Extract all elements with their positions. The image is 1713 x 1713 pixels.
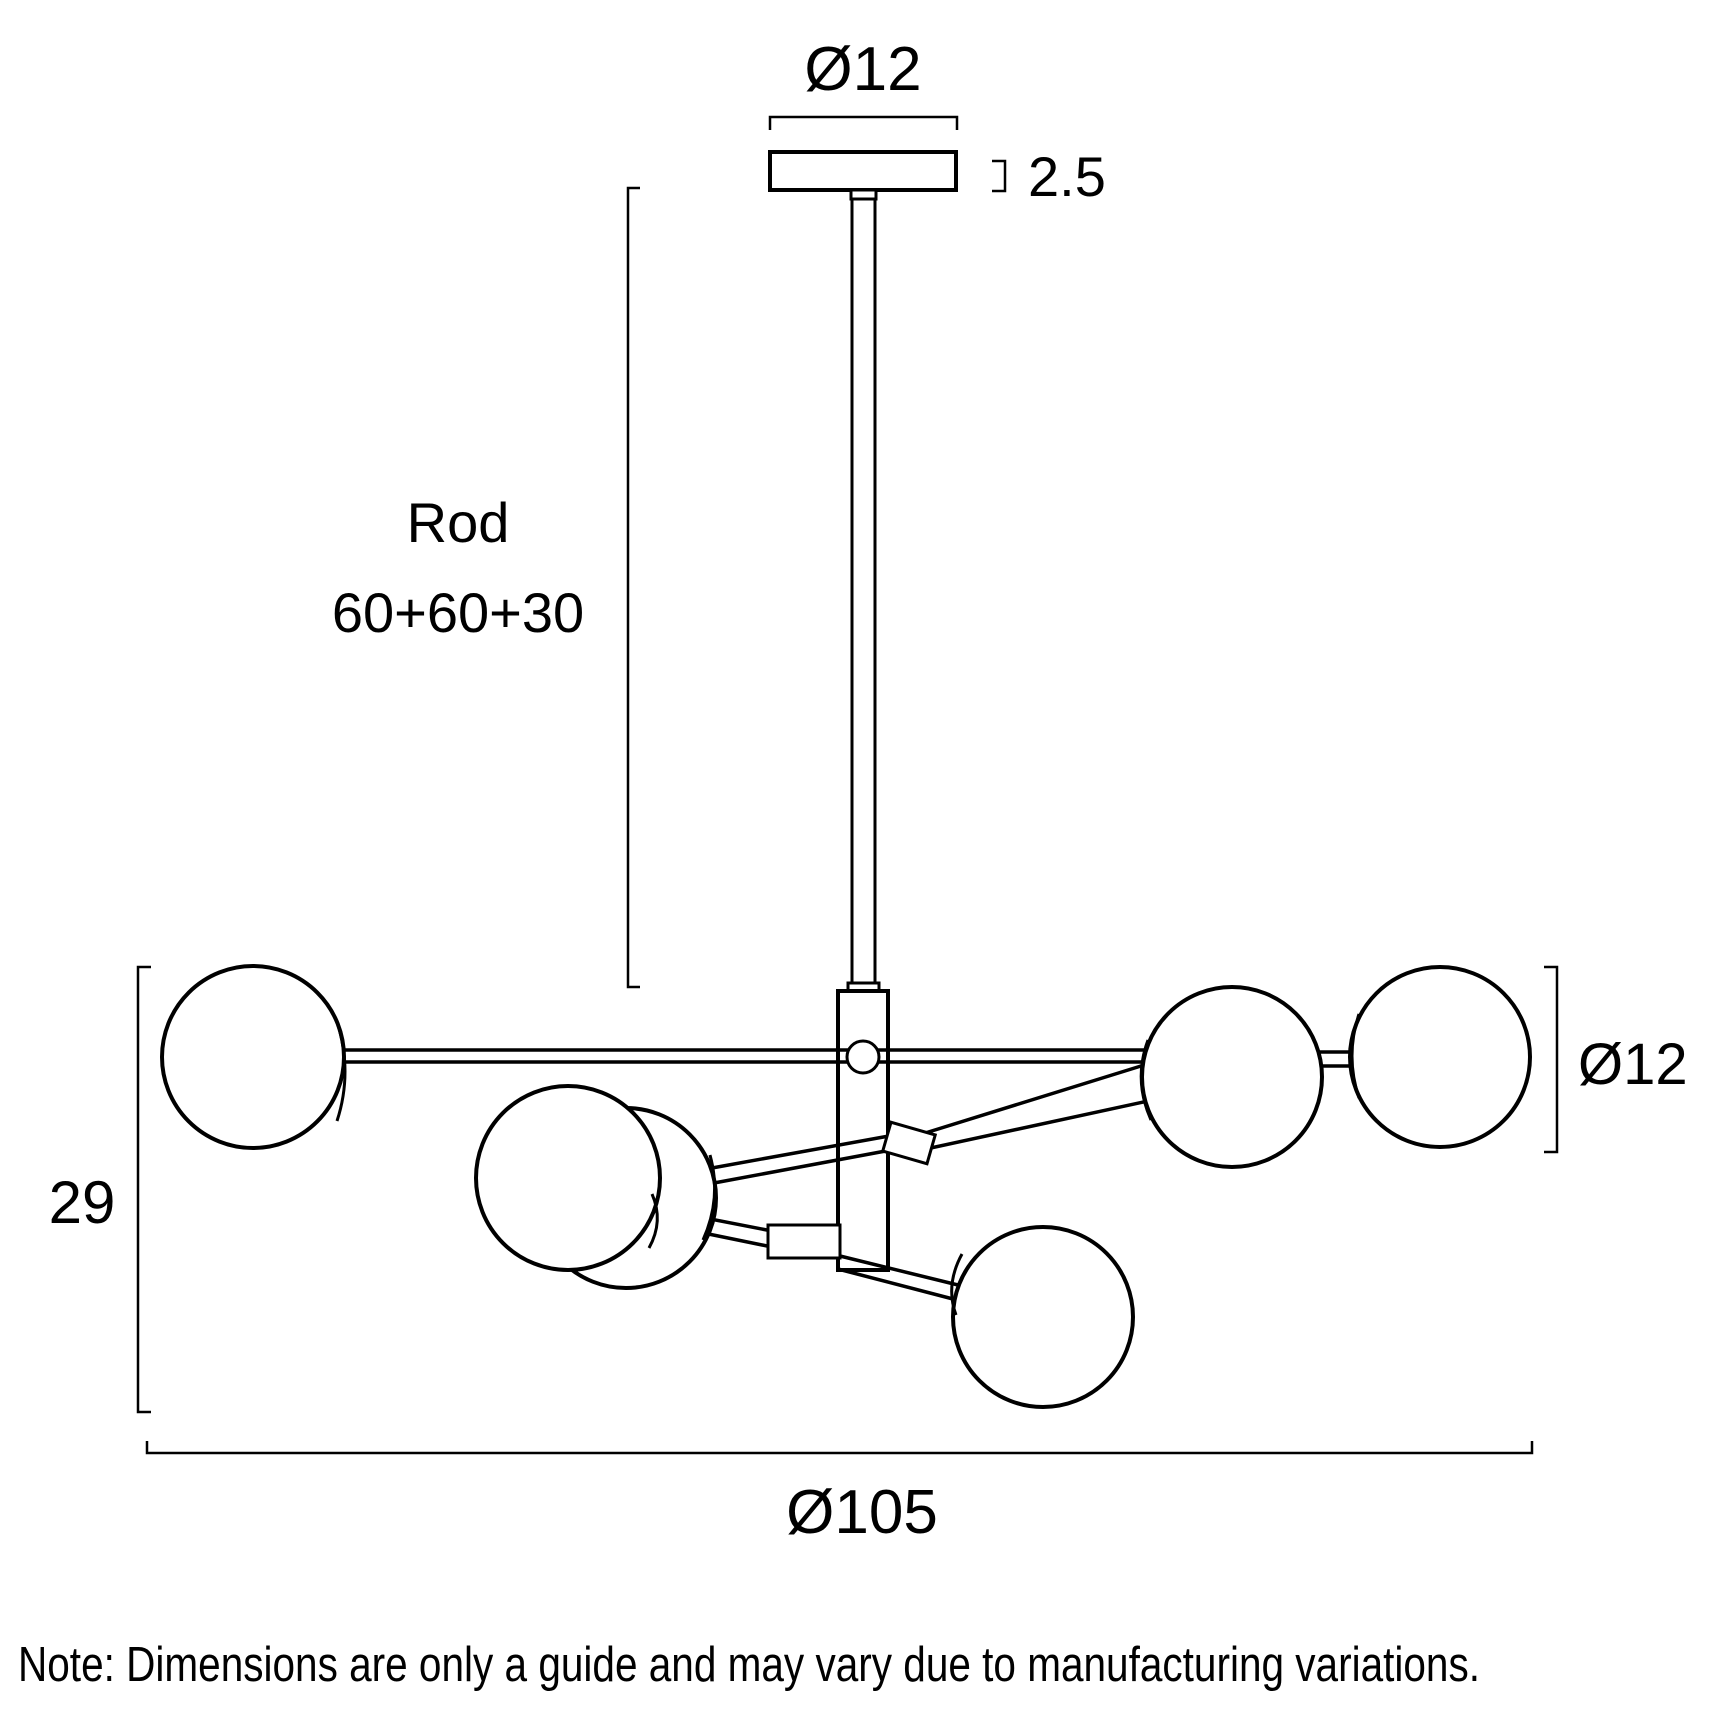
dimensions-note: Note: Dimensions are only a guide and may vary due to manufacturing variations. (18, 1638, 1480, 1692)
globe-bottom-right (953, 1227, 1133, 1407)
swivel-connector-right (883, 1122, 935, 1164)
dim-fixture-height-label: 29 (48, 1169, 116, 1236)
connector-block-left (768, 1225, 840, 1258)
dim-canopy-height-label: 2.5 (1028, 145, 1106, 208)
dim-overall-diameter-label: Ø105 (786, 1478, 938, 1547)
dim-rod-length-label: 60+60+30 (331, 581, 585, 644)
arm-horizontal (345, 1050, 1144, 1062)
center-hub (838, 991, 888, 1270)
dim-canopy-diameter-label: Ø12 (804, 35, 922, 104)
hub-pivot-circle (847, 1041, 879, 1073)
dim-overall-diameter (147, 1441, 1532, 1547)
suspension-rod (852, 199, 875, 983)
dim-rod-label: Rod (406, 491, 510, 554)
globe-right-outer (1350, 967, 1530, 1147)
globe-right-inner (1142, 987, 1322, 1167)
globe-front-left (476, 1086, 660, 1270)
dim-rod-length (332, 188, 640, 987)
dim-globe-diameter-label: Ø12 (1578, 1032, 1688, 1097)
ceiling-canopy (770, 152, 956, 190)
dim-canopy-height (992, 145, 1106, 208)
globe-left (162, 966, 344, 1148)
dim-globe-diameter (1544, 967, 1688, 1152)
dim-fixture-height (49, 967, 151, 1412)
dim-canopy-diameter (770, 35, 957, 130)
arm-right-diagonal (922, 1066, 1148, 1149)
